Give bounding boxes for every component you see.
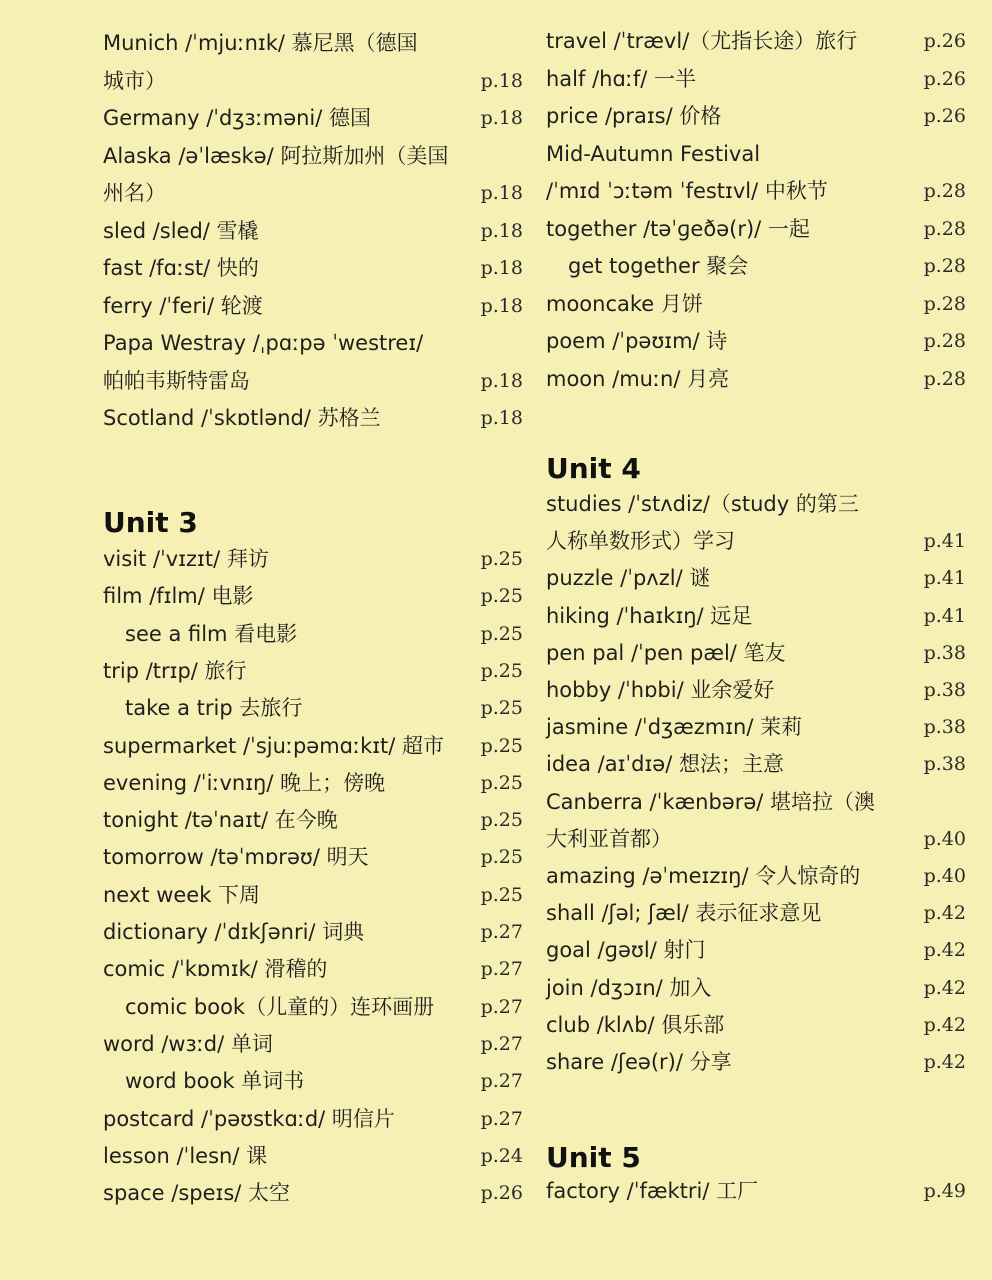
vocab-text: comic /ˈkɒmɪk/ 滑稽的 [103,957,328,982]
page-number: p.38 [923,753,966,776]
page-number: p.25 [480,697,523,720]
vocab-text: fast /fɑːst/ 快的 [103,256,259,280]
vocab-entry [546,489,966,519]
vocab-entry [103,954,523,984]
page-number: p.27 [480,1032,523,1055]
vocab-entry [103,880,523,910]
page-number: p.28 [923,180,966,202]
vocab-entry [103,1066,523,1096]
vocab-text: join /dʒɔɪn/ 加入 [546,975,712,1000]
page-number: p.42 [923,902,966,925]
vocab-entry [546,289,966,319]
page-number: p.27 [480,1107,523,1130]
vocab-entry [103,141,523,171]
vocab-entry [546,898,966,928]
vocab-text: club /klʌb/ 俱乐部 [546,1012,725,1037]
page-number: p.28 [923,367,966,390]
vocab-text: idea /aɪˈdɪə/ 想法；主意 [546,752,784,777]
vocab-entry [103,253,523,283]
page-number: p.25 [480,846,523,869]
vocab-entry [546,326,966,356]
page-number: p.18 [480,407,523,429]
page-number: p.27 [480,921,523,943]
page-number: p.18 [480,294,523,317]
vocab-entry [546,973,966,1003]
page-number: p.18 [480,219,523,242]
vocab-entry [546,638,966,668]
page-number: p.38 [923,641,966,664]
page-number: p.25 [480,734,523,757]
page-number: p.28 [923,330,966,352]
vocab-entry [103,731,523,761]
page-number: p.41 [923,604,966,627]
vocab-text: Germany /ˈdʒɜːməni/ 德国 [103,106,372,130]
page-number: p.28 [923,217,966,240]
page-number: p.38 [923,679,966,701]
vocab-entry [546,712,966,742]
vocab-text: ferry /ˈferi/ 轮渡 [103,293,263,318]
page-number: p.42 [923,1051,966,1073]
vocab-text: word /wɜːd/ 单词 [103,1031,273,1056]
vocab-entry [103,403,523,433]
vocab-text: 帕帕韦斯特雷岛 [103,368,250,393]
vocab-entry [546,1047,966,1077]
vocab-text: mooncake 月饼 [546,291,703,316]
vocab-entry [546,787,966,817]
vocab-text: 州名） [103,181,166,205]
vocab-text: amazing /əˈmeɪzɪŋ/ 令人惊奇的 [546,864,861,888]
vocab-text: visit /ˈvɪzɪt/ 拜访 [103,547,269,571]
vocab-entry [103,216,523,246]
vocab-text: supermarket /ˈsjuːpəmɑːkɪt/ 超市 [103,733,445,758]
vocab-text: 人称单数形式）学习 [546,529,735,554]
vocab-text: hobby /ˈhɒbi/ 业余爱好 [546,678,775,702]
vocab-entry [103,544,523,574]
page-number: p.25 [480,883,523,906]
page-number: p.28 [923,255,966,277]
vocab-text: see a film 看电影 [125,621,298,646]
page-number: p.25 [480,659,523,682]
vocab-text: get together 聚会 [568,254,749,278]
vocab-entry [103,768,523,798]
vocab-entry [546,526,966,556]
vocab-entry [546,139,966,169]
vocab-text: puzzle /ˈpʌzl/ 谜 [546,566,711,591]
vocab-entry [546,1010,966,1040]
page-number: p.18 [480,107,523,129]
page-number: p.42 [923,1013,966,1036]
vocab-text: half /hɑːf/ 一半 [546,66,697,91]
vocab-text: pen pal /ˈpen pæl/ 笔友 [546,640,786,665]
unit-3-title: Unit 3 [103,506,198,539]
vocab-entry [103,328,523,358]
vocab-text: moon /muːn/ 月亮 [546,366,730,391]
vocab-text: evening /ˈiːvnɪŋ/ 晚上；傍晚 [103,770,386,795]
vocab-text: sled /sled/ 雪橇 [103,218,259,243]
page-number: p.27 [480,995,523,1018]
page-number: p.25 [480,585,523,608]
page-number: p.28 [923,292,966,315]
vocab-text: studies /ˈstʌdiz/（study 的第三 [546,492,859,516]
vocab-entry [103,917,523,947]
page-number: p.38 [923,716,966,739]
vocab-entry [546,563,966,593]
vocab-entry [546,64,966,94]
vocab-entry [103,805,523,835]
vocab-text: goal /ɡəʊl/ 射门 [546,938,706,963]
vocab-entry [546,1176,966,1206]
page-number: p.26 [480,1182,523,1205]
vocab-text: word book 单词书 [125,1069,305,1094]
vocab-entry [546,601,966,631]
vocab-text: space /speɪs/ 太空 [103,1181,291,1206]
vocab-entry [546,214,966,244]
unit-5-title: Unit 5 [546,1141,641,1174]
page-number: p.40 [923,827,966,850]
vocab-text: film /fɪlm/ 电影 [103,584,254,609]
vocab-text: factory /ˈfæktri/ 工厂 [546,1179,759,1203]
vocab-entry [546,101,966,131]
vocab-text: next week 下周 [103,882,261,907]
vocab-entry [546,364,966,394]
vocab-text: tomorrow /təˈmɒrəʊ/ 明天 [103,845,369,870]
page-number: p.27 [480,1070,523,1093]
vocab-text: 城市） [103,68,166,93]
vocab-text: Mid-Autumn Festival [546,141,761,166]
vocab-entry [103,66,523,96]
vocab-text: together /təˈɡeðə(r)/ 一起 [546,216,810,241]
page-number: p.40 [923,865,966,887]
vocab-text: jasmine /ˈdʒæzmɪn/ 茉莉 [546,715,803,740]
vocab-entry [546,935,966,965]
vocab-entry [103,291,523,321]
vocab-text: travel /ˈtrævl/（尤指长途）旅行 [546,29,858,53]
vocab-entry [103,103,523,133]
vocab-text: Munich /ˈmjuːnɪk/ 慕尼黑（德国 [103,31,418,55]
vocab-text: tonight /təˈnaɪt/ 在今晚 [103,808,338,833]
page-number: p.18 [480,369,523,392]
page-number: p.27 [480,958,523,981]
vocab-text: shall /ʃəl; ʃæl/ 表示征求意见 [546,901,822,926]
page-number: p.24 [480,1144,523,1167]
page-number: p.26 [923,67,966,90]
vocab-entry [546,26,966,56]
vocab-text: Scotland /ˈskɒtlənd/ 苏格兰 [103,406,381,430]
vocab-entry [546,675,966,705]
vocab-text: comic book（儿童的）连环画册 [125,994,435,1019]
vocab-entry [103,619,523,649]
vocab-entry [103,178,523,208]
page-number: p.49 [923,1180,966,1202]
vocab-text: /ˈmɪd ˈɔːtəm ˈfestɪvl/ 中秋节 [546,179,828,203]
vocab-text: Alaska /əˈlæskə/ 阿拉斯加州（美国 [103,143,449,168]
vocab-text: postcard /ˈpəʊstkɑːd/ 明信片 [103,1106,395,1131]
vocab-text: dictionary /ˈdɪkʃənri/ 词典 [103,920,365,944]
vocab-entry [103,28,523,58]
page-number: p.18 [480,69,523,92]
vocab-text: poem /ˈpəʊɪm/ 诗 [546,329,728,353]
vocab-entry [103,693,523,723]
vocab-text: share /ʃeə(r)/ 分享 [546,1050,732,1074]
vocab-text: price /praɪs/ 价格 [546,104,722,128]
vocab-text: Canberra /ˈkænbərə/ 堪培拉（澳 [546,789,876,814]
vocab-entry [103,992,523,1022]
vocab-entry [546,251,966,281]
vocab-text: hiking /ˈhaɪkɪŋ/ 远足 [546,603,753,628]
page-number: p.26 [923,105,966,127]
vocab-entry [546,176,966,206]
vocab-entry [103,1029,523,1059]
unit-4-title: Unit 4 [546,452,641,485]
vocab-text: 大利亚首都） [546,826,672,851]
vocab-entry [103,842,523,872]
vocab-entry [103,366,523,396]
page-number: p.25 [480,548,523,570]
vocab-entry [103,1178,523,1208]
page-number: p.18 [480,182,523,204]
vocab-entry [546,749,966,779]
vocab-entry [546,861,966,891]
vocab-entry [103,1104,523,1134]
page-number: p.25 [480,771,523,794]
vocab-text: lesson /ˈlesn/ 课 [103,1143,268,1168]
page-number: p.18 [480,257,523,279]
page-number: p.26 [923,30,966,52]
vocab-text: take a trip 去旅行 [125,696,303,721]
vocab-text: trip /trɪp/ 旅行 [103,658,247,683]
vocab-entry [103,656,523,686]
vocab-entry [546,824,966,854]
vocab-text: Papa Westray /ˌpɑːpə ˈwestreɪ/ [103,331,424,355]
vocab-entry [103,1141,523,1171]
page-number: p.25 [480,809,523,832]
vocab-entry [103,581,523,611]
page-number: p.42 [923,976,966,999]
page-number: p.41 [923,530,966,553]
page-number: p.42 [923,939,966,962]
page-number: p.41 [923,567,966,590]
page-number: p.25 [480,622,523,645]
